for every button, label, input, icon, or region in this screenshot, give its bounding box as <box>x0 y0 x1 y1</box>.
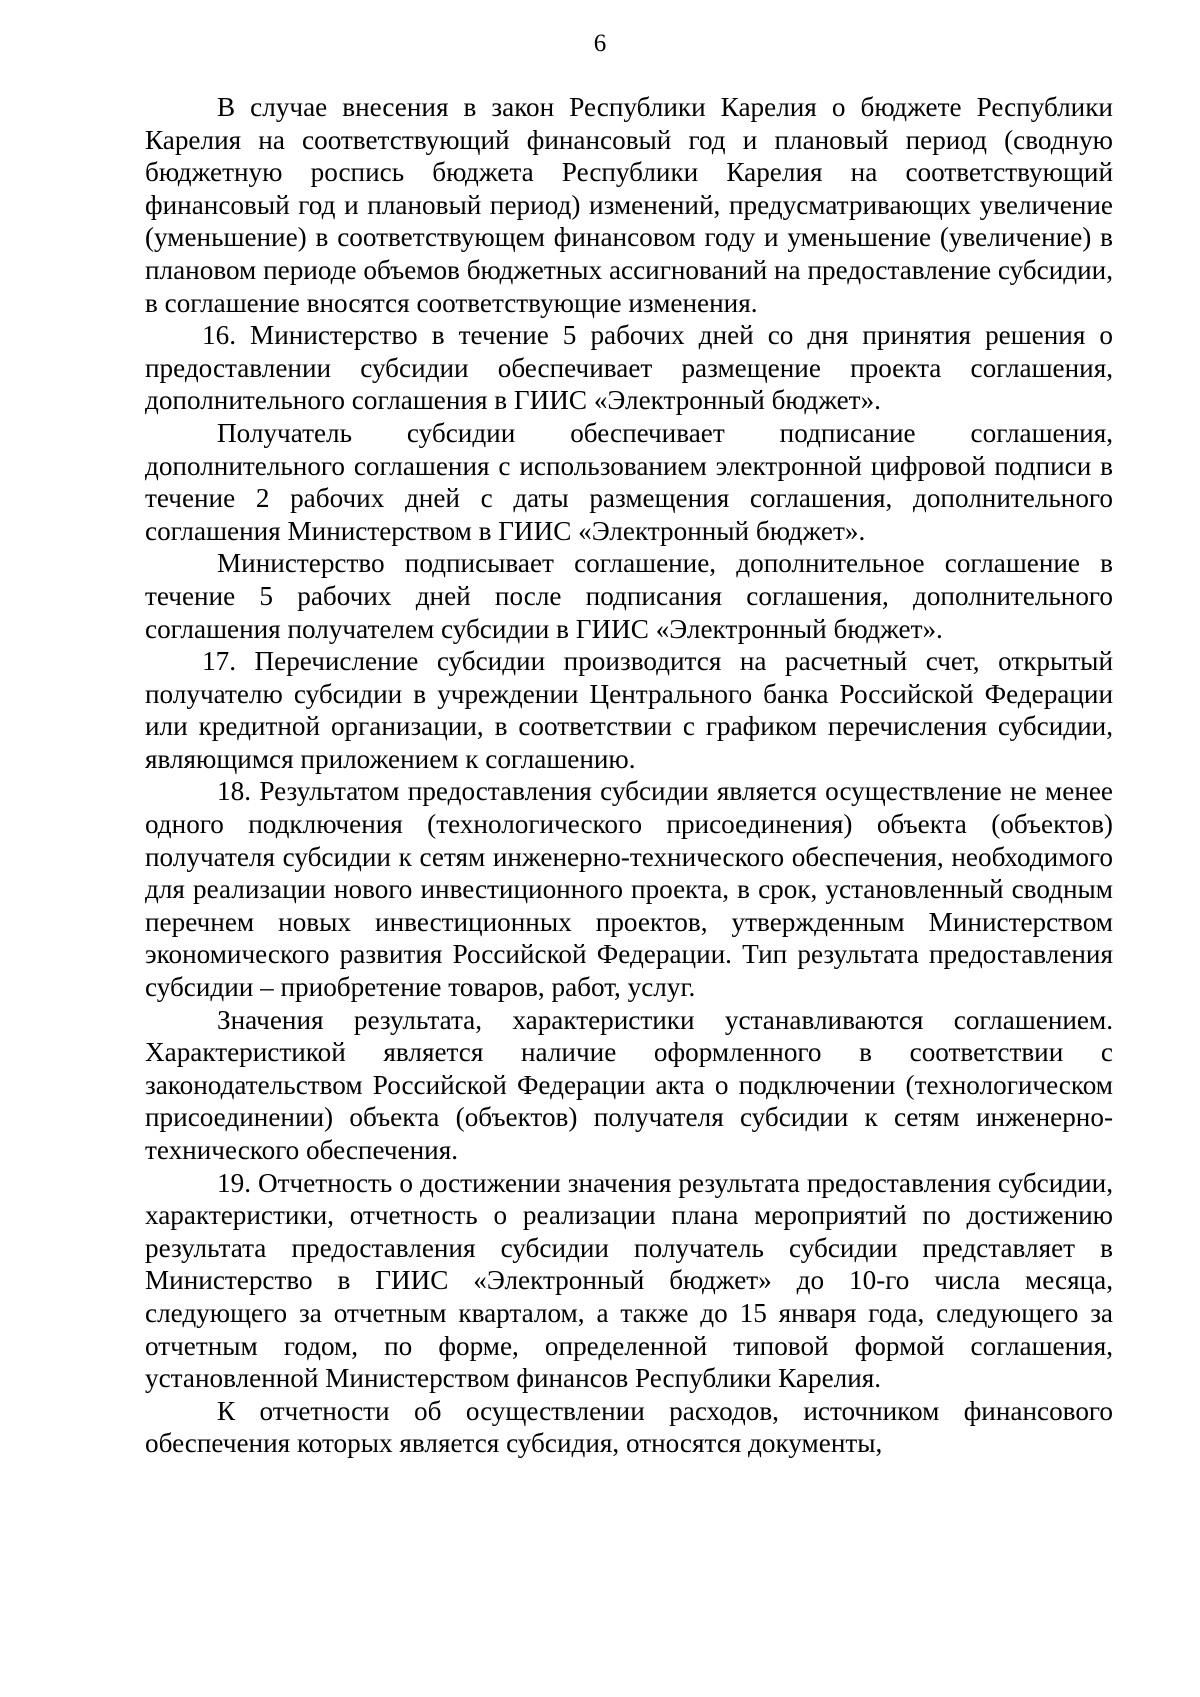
paragraph-16-ministry-signing: Министерство подписывает соглашение, дополнительное соглашение в течение 5 рабочих дней после подписания соглашения, дополнительного соглашения получателем субсидии в ГИИС «Электронный бюджет». <box>145 548 1113 644</box>
paragraph-16: 16. Министерство в течение 5 рабочих дней со дня принятия решения о предоставлении субсидии обеспечивает размещение проекта соглашения, дополнительного соглашения в ГИИС «Электронный бюджет». <box>145 320 1113 416</box>
paragraph-19-reporting-docs: К отчетности об осуществлении расходов, источником финансового обеспечения которых является субсидия, относятся документы, <box>145 1395 1113 1459</box>
page-number: 6 <box>593 30 607 57</box>
paragraph-18: 18. Результатом предоставления субсидии является осуществление не менее одного подключения (технологического присоединения) объекта (объектов) получателя субсидии к сетям инженерно-технического обеспечения, необходимого для реализации нового инвестиционного проекта, в срок, установленный сводным перечнем новых инвестиционных проектов, утвержденным Министерством экономического развития Российской Федерации. Тип результата предоставления субсидии – приобретение товаров, работ, услуг. <box>145 776 1113 1003</box>
paragraph-17: 17. Перечисление субсидии производится на расчетный счет, открытый получателю субсидии в учреждении Центрального банка Российской Федерации или кредитной организации, в соответствии с графиком перечисления субсидии, являющимся приложением к соглашению. <box>145 646 1113 774</box>
paragraph-19: 19. Отчетность о достижении значения результата предоставления субсидии, характеристики, отчетность о реализации плана мероприятий по достижению результата предоставления субсидии получатель субсидии представляет в Министерство в ГИИС «Электронный бюджет» до 10-го числа месяца, следующего за отчетным кварталом, а также до 15 января года, следующего за отчетным годом, по форме, определенной типовой формой соглашения, установленной Министерством финансов Республики Карелия. <box>145 1167 1113 1394</box>
paragraph-18-values: Значения результата, характеристики устанавливаются соглашением. Характеристикой является наличие оформленного в соответствии с законодательством Российской Федерации акта о подключении (технологическом присоединении) объекта (объектов) получателя субсидии к сетям инженерно-технического обеспечения. <box>145 1004 1113 1165</box>
paragraph-budget-changes: В случае внесения в закон Республики Карелия о бюджете Республики Карелия на соответствующий финансовый год и плановый период (сводную бюджетную роспись бюджета Республики Карелия на соответствующий финансовый год и плановый период) изменений, предусматривающих увеличение (уменьшение) в соответствующем финансовом году и уменьшение (увеличение) в плановом периоде объемов бюджетных ассигнований на предоставление субсидии, в соглашение вносятся соответствующие изменения. <box>145 92 1113 318</box>
paragraph-16-recipient-signing: Получатель субсидии обеспечивает подписание соглашения, дополнительного соглашения с использованием электронной цифровой подписи в течение 2 рабочих дней с даты размещения соглашения, дополнительного соглашения Министерством в ГИИС «Электронный бюджет». <box>145 417 1113 546</box>
document-body <box>145 91 1113 1460</box>
